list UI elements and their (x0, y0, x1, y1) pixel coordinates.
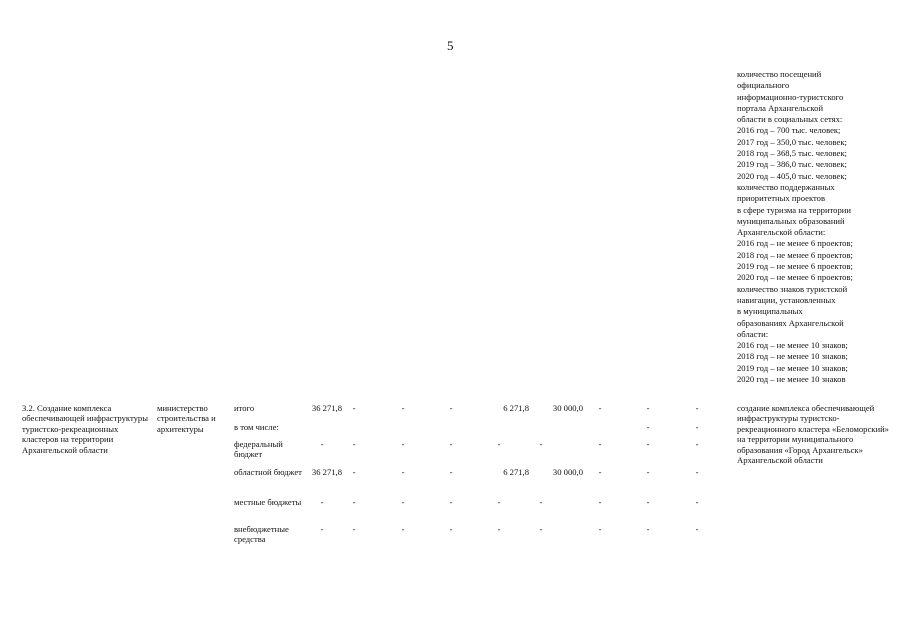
funding-value: - (352, 439, 356, 449)
indicator-line: количество поддержанных (737, 181, 835, 192)
funding-value: - (539, 439, 543, 449)
funding-value: - (646, 439, 650, 449)
funding-value: - (646, 497, 650, 507)
page-number: 5 (447, 38, 454, 53)
funding-value: - (497, 524, 501, 534)
indicator-line: в муниципальных (737, 306, 803, 317)
funding-value: - (646, 524, 650, 534)
funding-value: - (449, 467, 453, 477)
measure-executor: министерство строительства и архитектуры (157, 403, 216, 434)
indicators-continued (737, 69, 897, 385)
funding-value: - (695, 524, 699, 534)
indicator-line: количество знаков туристской (737, 283, 848, 294)
funding-value: - (646, 422, 650, 432)
funding-source: федеральный бюджет (234, 439, 283, 460)
indicator-line: информационно-туристского (737, 91, 844, 102)
funding-value: - (598, 497, 602, 507)
indicator-line: 2020 год – 405,0 тыс. человек; (737, 170, 847, 181)
indicator-line: муниципальных образований (737, 215, 845, 226)
funding-source: внебюджетные средства (234, 524, 289, 545)
indicator-line: 2020 год – не менее 10 знаков (737, 374, 846, 385)
indicator-line: 2016 год – не менее 6 проектов; (737, 238, 853, 249)
funding-value: - (449, 439, 453, 449)
measure-result: создание комплекса обеспечивающей инфраструктуры туристско-рекреационного кластера «Беломорский» на территории муниципального образования «Город Архангельск» Архангельской области (737, 403, 889, 466)
funding-value: - (497, 439, 501, 449)
funding-value: - (695, 467, 699, 477)
indicator-line: 2018 год – не менее 10 знаков; (737, 351, 848, 362)
indicator-line: 2016 год – не менее 10 знаков; (737, 340, 848, 351)
indicator-line: приоритетных проектов (737, 193, 826, 204)
indicator-line: 2018 год – 368,5 тыс. человек; (737, 148, 847, 159)
funding-value: - (449, 524, 453, 534)
funding-source: в том числе: (234, 422, 279, 432)
indicator-line: 2019 год – не менее 10 знаков; (737, 362, 848, 373)
funding-value: - (320, 497, 324, 507)
funding-value: - (695, 403, 699, 413)
indicator-line: Архангельской области: (737, 227, 826, 238)
funding-value: - (320, 439, 324, 449)
funding-value: - (695, 497, 699, 507)
funding-value: 30 000,0 (552, 467, 583, 477)
funding-value: - (539, 524, 543, 534)
funding-value: - (497, 497, 501, 507)
indicator-line: области в социальных сетях: (737, 114, 843, 125)
funding-value: - (598, 403, 602, 413)
funding-value: - (695, 422, 699, 432)
measure-name: 3.2. Создание комплекса обеспечивающей инфраструктуры туристско-рекреационных кластеров на территории Архангельской области (22, 403, 148, 455)
indicator-line: 2018 год – не менее 6 проектов; (737, 249, 853, 260)
funding-value: - (352, 524, 356, 534)
funding-value: 36 271,8 (311, 403, 342, 413)
indicator-line: официального (737, 80, 790, 91)
funding-value: - (695, 439, 699, 449)
funding-value: - (352, 497, 356, 507)
funding-value: - (401, 403, 405, 413)
funding-value: 6 271,8 (503, 467, 529, 477)
funding-value: - (401, 439, 405, 449)
funding-value: - (352, 403, 356, 413)
indicator-line: портала Архангельской (737, 102, 824, 113)
funding-value: - (320, 524, 324, 534)
indicator-line: навигации, установленных (737, 294, 836, 305)
funding-source: итого (234, 403, 255, 413)
funding-value: - (352, 467, 356, 477)
funding-value: - (646, 467, 650, 477)
funding-value: - (401, 497, 405, 507)
funding-source: областной бюджет (234, 467, 302, 477)
indicator-line: 2017 год – 350,0 тыс. человек; (737, 136, 847, 147)
indicator-line: 2019 год – не менее 6 проектов; (737, 261, 853, 272)
indicator-line: области: (737, 328, 769, 339)
funding-source: местные бюджеты (234, 497, 302, 507)
funding-value: - (539, 497, 543, 507)
funding-value: 6 271,8 (503, 403, 529, 413)
funding-value: - (646, 403, 650, 413)
funding-value: - (598, 467, 602, 477)
funding-value: - (449, 403, 453, 413)
indicator-line: образованиях Архангельской (737, 317, 844, 328)
funding-value: 36 271,8 (311, 467, 342, 477)
funding-value: - (449, 497, 453, 507)
indicator-line: 2020 год – не менее 6 проектов; (737, 272, 853, 283)
funding-value: 30 000,0 (552, 403, 583, 413)
funding-value: - (401, 524, 405, 534)
funding-value: - (401, 467, 405, 477)
funding-value: - (598, 524, 602, 534)
funding-value: - (598, 439, 602, 449)
indicator-line: 2016 год – 700 тыс. человек; (737, 125, 841, 136)
indicator-line: 2019 год – 386,0 тыс. человек; (737, 159, 847, 170)
indicator-line: в сфере туризма на территории (737, 204, 851, 215)
indicator-line: количество посещений (737, 69, 822, 79)
